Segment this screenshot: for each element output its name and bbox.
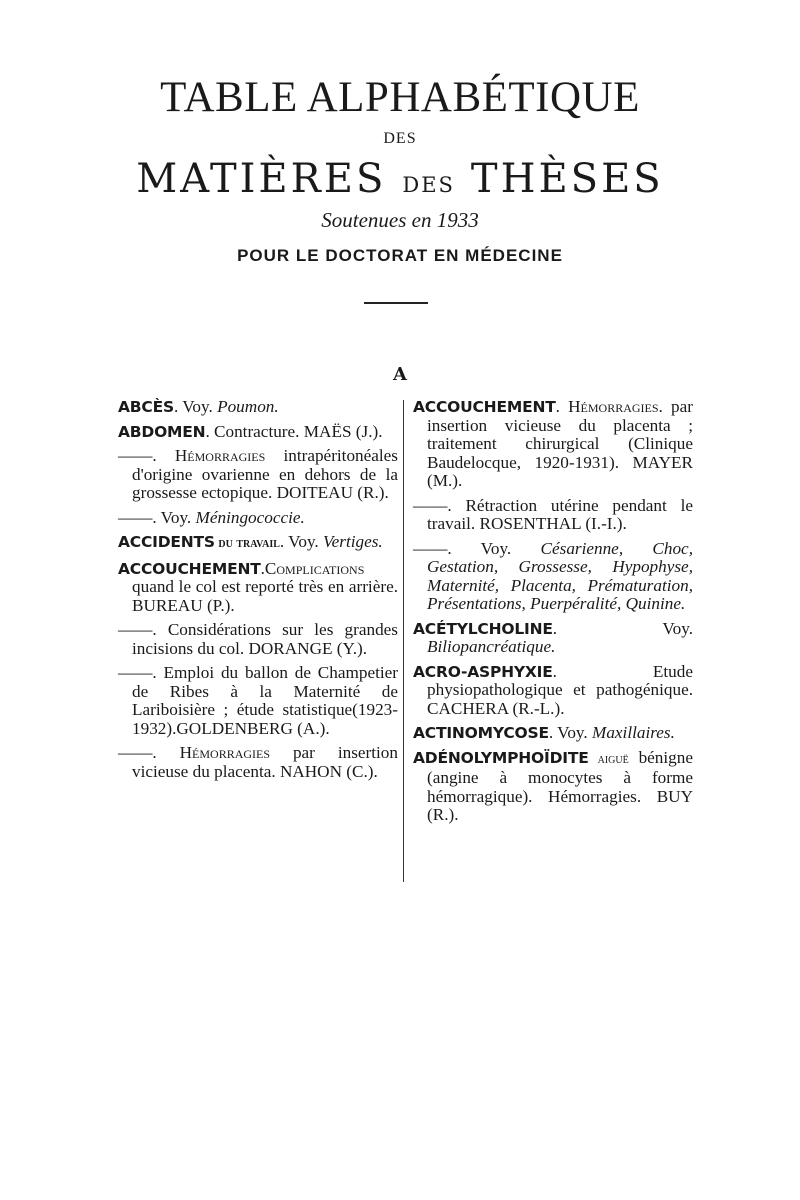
entry-topic: Complications bbox=[264, 558, 365, 578]
headword: ACTINOMYCOSE bbox=[413, 724, 549, 742]
entry-text: . Voy. bbox=[279, 532, 324, 551]
entry-reference: Méningococcie. bbox=[195, 507, 305, 527]
left-column bbox=[118, 398, 398, 787]
title-word-theses: THÈSES bbox=[470, 156, 664, 202]
index-entry-accouchement-complications bbox=[118, 560, 398, 616]
title-line-2 bbox=[0, 152, 800, 212]
column-divider bbox=[403, 400, 404, 882]
section-letter: A bbox=[393, 364, 407, 385]
entry-topic: Hémorragies bbox=[568, 397, 659, 416]
entry-text: ——. Voy. bbox=[118, 507, 196, 527]
index-entry-acetylcholine bbox=[413, 620, 693, 657]
entry-text: . Contracture. MAËS (J.). bbox=[205, 421, 383, 441]
subtitle: Soutenues en 1933 bbox=[321, 208, 479, 232]
index-entry-abces bbox=[118, 398, 398, 417]
subtitle-doctorat: POUR LE DOCTORAT EN MÉDECINE bbox=[237, 246, 563, 265]
index-entry-accouchement-hemorragies bbox=[118, 744, 398, 781]
index-entry-adenolymphoidite bbox=[413, 749, 693, 825]
entry-topic: Hémorragies bbox=[179, 743, 271, 762]
index-entry-acro-asphyxie bbox=[413, 663, 693, 719]
entry-dash: ——. bbox=[118, 743, 180, 762]
entry-text: ——. Voy. bbox=[413, 538, 541, 558]
entry-reference: Vertiges. bbox=[323, 532, 383, 551]
index-entry-abdomen-hemorragies bbox=[118, 447, 398, 503]
entry-text: par insertion vicieuse du placenta. NAHON (C.). bbox=[132, 743, 398, 781]
entry-text: . Voy. bbox=[173, 397, 218, 416]
entry-text: ——. Considérations sur les grandes incisions du col. DORANGE (Y.). bbox=[118, 620, 398, 658]
entry-text: ——. Emploi du ballon de Champetier de Ribes à la Maternité de Lariboisière ; étude statistique(1923-1932).GOLDENBERG (A.). bbox=[118, 663, 398, 738]
headword: ACRO-ASPHYXIE bbox=[413, 662, 553, 681]
index-entry-accouchement-retraction bbox=[413, 497, 693, 534]
index-entry-accidents bbox=[118, 533, 398, 554]
entry-reference: Poumon. bbox=[217, 397, 279, 416]
entry-text: . Voy. bbox=[548, 723, 593, 742]
entry-topic: Hémorragies bbox=[174, 446, 266, 465]
index-entry-abdomen-voy bbox=[118, 509, 398, 528]
index-entry-accouchement-incisions bbox=[118, 621, 398, 658]
entry-text: quand le col est reporté très en arrière. BUREAU (P.). bbox=[132, 577, 398, 615]
entry-text: . bbox=[555, 397, 569, 416]
entry-dash: ——. bbox=[118, 446, 175, 465]
headword: ACCOUCHEMENT bbox=[118, 559, 261, 578]
index-entry-accouchement-voy bbox=[413, 540, 693, 614]
headword: ACCOUCHEMENT bbox=[413, 398, 556, 416]
entry-text: intrapéritonéales d'origine ovarienne en dehors de la grossesse ectopique. DOITEAU (R.). bbox=[132, 446, 398, 502]
headword: ACÉTYLCHOLINE bbox=[413, 619, 553, 638]
title-word-des: DES bbox=[402, 173, 455, 197]
entry-reference: Biliopancréatique. bbox=[427, 637, 556, 656]
title-word-matieres: MATIÈRES bbox=[136, 156, 387, 202]
headword: ABCÈS bbox=[118, 398, 174, 416]
index-entry-accouchement-ballon bbox=[118, 664, 398, 738]
entry-text: . Voy. bbox=[552, 618, 693, 638]
headword: ABDOMEN bbox=[118, 422, 206, 441]
entry-text: . Etude physiopathologique et pathogénique. CACHERA (R.-L.). bbox=[427, 661, 693, 718]
entry-text: . bbox=[260, 558, 265, 578]
headword-qualifier: du travail bbox=[214, 536, 280, 551]
horizontal-rule bbox=[364, 302, 428, 304]
headword-qualifier: aiguë bbox=[588, 751, 629, 767]
right-column bbox=[413, 398, 693, 831]
index-entry-abdomen bbox=[118, 423, 398, 442]
entry-text: ——. Rétraction utérine pendant le travail. ROSENTHAL (I.-I.). bbox=[413, 495, 693, 533]
headword: ADÉNOLYMPHOÏDITE bbox=[413, 748, 589, 767]
entry-text: bénigne (angine à monocytes à forme hémorragique). Hémorragies. BUY (R.). bbox=[427, 747, 693, 824]
index-entry-actinomycose bbox=[413, 724, 693, 743]
title-des: DES bbox=[383, 130, 417, 147]
entry-reference: Maxillaires. bbox=[592, 723, 675, 742]
index-entry-accouchement-hemorragies-placenta bbox=[413, 398, 693, 491]
headword: ACCIDENTS bbox=[118, 533, 215, 551]
title-line-1: TABLE ALPHABÉTIQUE bbox=[160, 74, 640, 121]
entry-text: . par insertion vicieuse du placenta ; traitement chirurgical (Clinique Baudelocque, 1920-1931). MAYER (M.). bbox=[427, 397, 694, 490]
entry-reference: Césarienne, Choc, Gestation, Grossesse, Hypophyse, Maternité, Placenta, Prématuration, Présentations, Puerpéralité, Quinine. bbox=[427, 538, 693, 613]
